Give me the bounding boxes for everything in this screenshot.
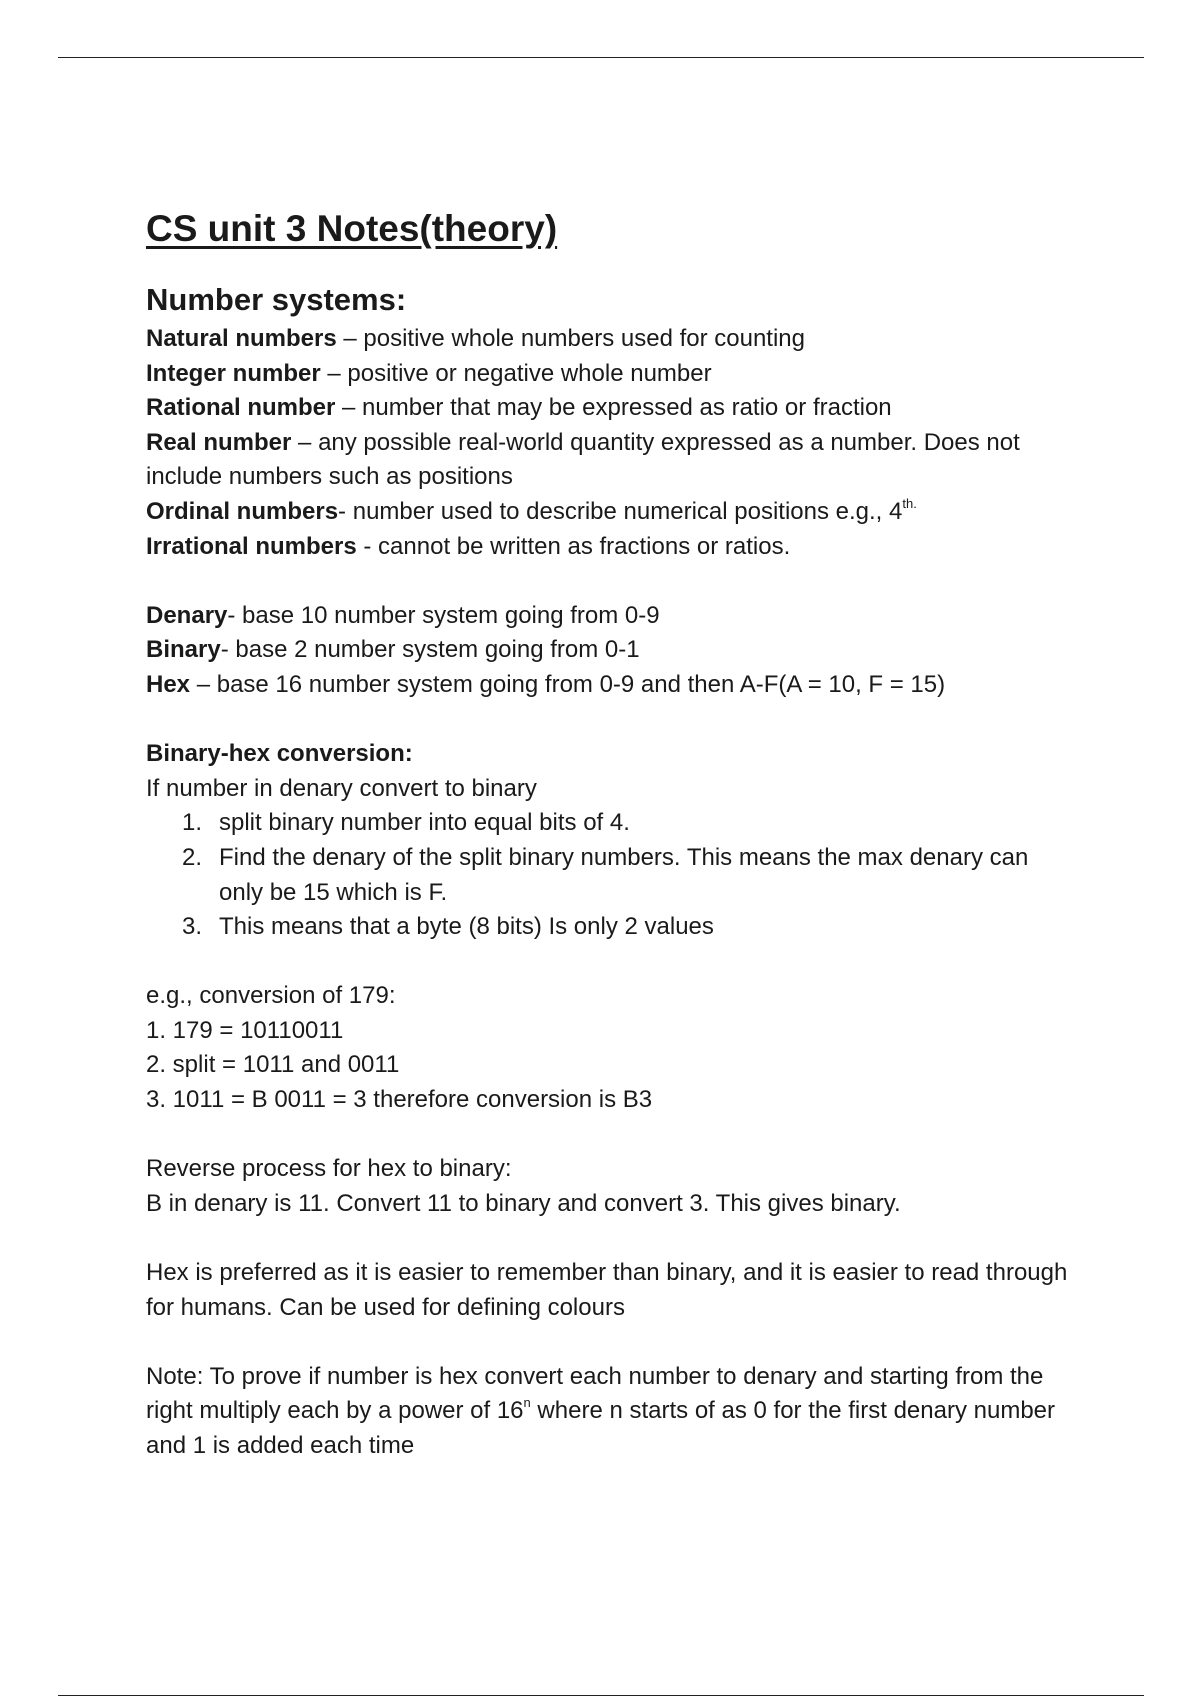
term-irrational: Irrational numbers bbox=[146, 532, 357, 560]
definition-real bbox=[146, 426, 1076, 495]
term-integer: Integer number bbox=[146, 359, 321, 387]
term-real: Real number bbox=[146, 428, 292, 456]
ordinal-superscript: th. bbox=[902, 495, 917, 511]
note-paragraph bbox=[146, 1360, 1076, 1464]
conversion-heading: Binary-hex conversion: bbox=[146, 740, 413, 768]
sep-real: – bbox=[291, 428, 319, 456]
section-heading-number-systems: Number systems: bbox=[146, 282, 407, 317]
spacer bbox=[146, 945, 1076, 980]
desc-rational: number that may be expressed as ratio or fraction bbox=[362, 394, 892, 422]
desc-hex: base 16 number system going from 0-9 and then A-F(A = 10, F = 15) bbox=[216, 670, 946, 698]
step-number: 1. bbox=[182, 809, 203, 837]
sep-denary: - bbox=[227, 601, 243, 629]
note-text-after: where n starts of as 0 for the first denary number and 1 is added each time bbox=[146, 1397, 1056, 1459]
definition-rational bbox=[146, 391, 1076, 426]
spacer bbox=[146, 703, 1076, 738]
spacer bbox=[146, 1221, 1076, 1256]
desc-integer: positive or negative whole number bbox=[347, 359, 712, 387]
sep-binary: - bbox=[220, 636, 236, 664]
base-denary bbox=[146, 599, 1076, 634]
term-hex: Hex bbox=[146, 670, 191, 698]
hex-preference-paragraph: Hex is preferred as it is easier to remember than binary, and it is easier to read through for humans. Can be used for defining colours bbox=[146, 1259, 1068, 1321]
reverse-text: B in denary is 11. Convert 11 to binary and convert 3. This gives binary. bbox=[146, 1189, 901, 1217]
example-intro: e.g., conversion of 179: bbox=[146, 982, 396, 1010]
definition-irrational bbox=[146, 530, 1076, 565]
sep-rational: – bbox=[335, 394, 363, 422]
desc-ordinal: number used to describe numerical positions e.g., 4 bbox=[352, 497, 903, 525]
conversion-step bbox=[182, 841, 1076, 910]
term-denary: Denary bbox=[146, 601, 228, 629]
example-line-3: 3. 1011 = B 0011 = 3 therefore conversion is B3 bbox=[146, 1086, 653, 1114]
definition-natural bbox=[146, 322, 1076, 357]
desc-irrational: cannot be written as fractions or ratios. bbox=[378, 532, 791, 560]
sep-hex: – bbox=[190, 670, 217, 698]
note-text-before: Note: To prove if number is hex convert each number to denary and starting from the right multiply each by a power of 16 bbox=[146, 1362, 1044, 1425]
document-title: CS unit 3 Notes(theory) bbox=[146, 208, 558, 249]
spacer bbox=[146, 1118, 1076, 1153]
definition-integer bbox=[146, 357, 1076, 392]
base-binary bbox=[146, 633, 1076, 668]
step-text: Find the denary of the split binary numbers. This means the max denary can only be 15 which is F. bbox=[219, 843, 1029, 906]
spacer bbox=[146, 564, 1076, 599]
conversion-step bbox=[182, 910, 1076, 945]
step-number: 2. bbox=[182, 843, 203, 871]
desc-natural: positive whole numbers used for counting bbox=[363, 325, 805, 352]
term-rational: Rational number bbox=[146, 394, 336, 422]
desc-denary: base 10 number system going from 0-9 bbox=[242, 601, 660, 629]
sep-natural: – bbox=[336, 325, 364, 352]
step-text: split binary number into equal bits of 4. bbox=[219, 809, 630, 837]
term-natural: Natural numbers bbox=[146, 325, 337, 352]
example-line-2: 2. split = 1011 and 0011 bbox=[146, 1051, 400, 1079]
sep-ordinal: - bbox=[338, 497, 353, 525]
spacer bbox=[146, 1325, 1076, 1360]
conversion-intro: If number in denary convert to binary bbox=[146, 774, 537, 802]
example-line-1: 1. 179 = 10110011 bbox=[146, 1016, 344, 1044]
definition-ordinal bbox=[146, 495, 1076, 530]
reverse-heading: Reverse process for hex to binary: bbox=[146, 1155, 512, 1183]
note-superscript: n bbox=[523, 1395, 531, 1411]
document-body bbox=[146, 200, 1076, 1464]
conversion-steps bbox=[146, 806, 1076, 944]
base-hex bbox=[146, 668, 1076, 703]
header-rule bbox=[58, 57, 1144, 58]
step-text: This means that a byte (8 bits) Is only 2 values bbox=[219, 913, 714, 941]
sep-irrational: - bbox=[356, 532, 379, 560]
step-number: 3. bbox=[182, 913, 203, 941]
desc-binary: base 2 number system going from 0-1 bbox=[235, 636, 640, 664]
term-binary: Binary bbox=[146, 636, 221, 664]
desc-real: any possible real-world quantity expressed as a number. Does not include numbers such as positions bbox=[146, 428, 1020, 491]
footer-rule bbox=[58, 1695, 1144, 1696]
conversion-step bbox=[182, 806, 1076, 841]
term-ordinal: Ordinal numbers bbox=[146, 497, 339, 525]
sep-integer: – bbox=[320, 359, 348, 387]
